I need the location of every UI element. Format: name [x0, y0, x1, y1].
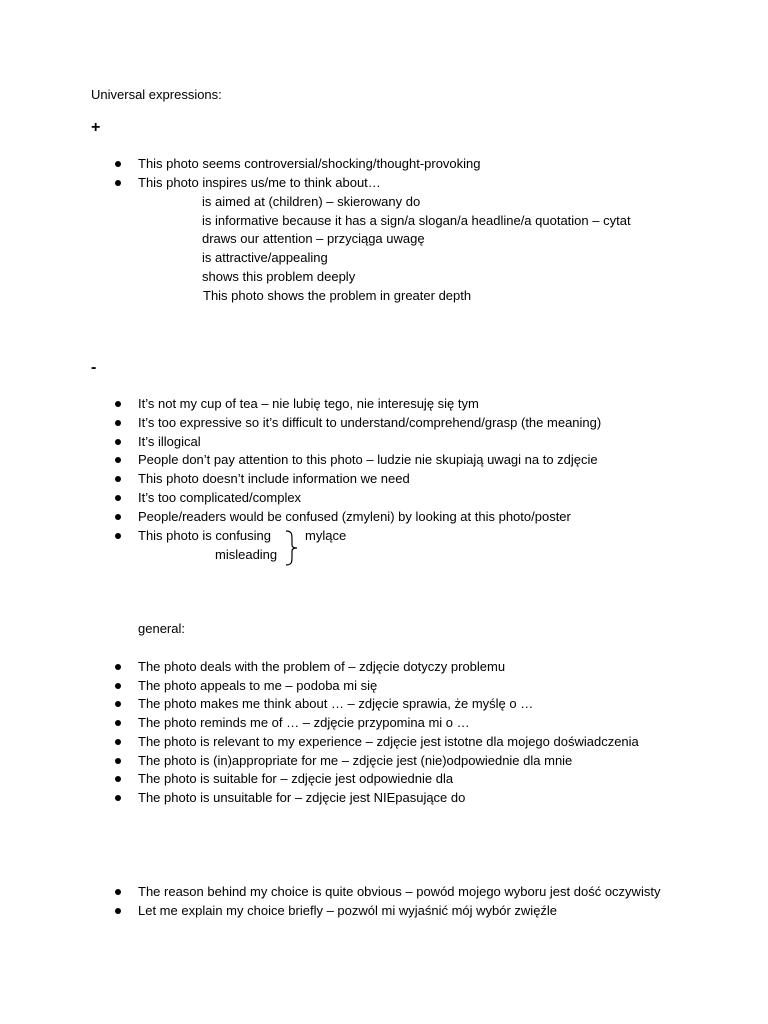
list-item: This photo is confusing [138, 528, 271, 543]
list-item: The photo is relevant to my experience – zdjęcie jest istotne dla mojego doświadczenia [138, 734, 639, 749]
list-item: People/readers would be confused (zmyleni) by looking at this photo/poster [138, 509, 571, 524]
continuation-line: This photo shows the problem in greater depth [203, 288, 472, 303]
heading: Universal expressions: [91, 87, 222, 102]
bullet-dot [115, 476, 121, 482]
continuation-line: is attractive/appealing [202, 250, 328, 265]
bullet-dot [115, 420, 121, 426]
bullet-dot [115, 795, 121, 801]
plus-symbol: + [91, 119, 101, 136]
bullet-dot [115, 776, 121, 782]
list-item: The reason behind my choice is quite obvious – powód mojego wyboru jest dość oczywisty [138, 884, 661, 899]
bullet-dot [115, 664, 121, 670]
list-item: It’s too expressive so it’s difficult to understand/comprehend/grasp (the meaning) [138, 415, 602, 430]
bullet-dot [115, 701, 121, 707]
list-item: It’s too complicated/complex [138, 490, 302, 505]
general-heading: general: [138, 621, 185, 636]
list-item: This photo seems controversial/shocking/thought-provoking [138, 156, 481, 171]
bullet-dot [115, 514, 121, 520]
continuation-line: draws our attention – przyciąga uwagę [202, 231, 425, 246]
bullet-dot [115, 401, 121, 407]
list-item: Let me explain my choice briefly – pozwól mi wyjaśnić mój wybór zwięźle [138, 903, 558, 918]
brace-note: mylące [305, 528, 347, 543]
bullet-dot [115, 533, 121, 539]
continuation-line: is aimed at (children) – skierowany do [202, 194, 421, 209]
bullet-dot [115, 495, 121, 501]
list-item: It’s illogical [138, 434, 201, 449]
bullet-dot [115, 908, 121, 914]
continuation-line: is informative because it has a sign/a slogan/a headline/a quotation – cytat [202, 213, 631, 228]
bullet-dot [115, 457, 121, 463]
list-item: The photo is unsuitable for – zdjęcie jest NIEpasujące do [138, 790, 466, 805]
bullet-dot [115, 739, 121, 745]
list-item: The photo is (in)appropriate for me – zdjęcie jest (nie)odpowiednie dla mnie [138, 753, 573, 768]
bullet-dot [115, 889, 121, 895]
bullet-dot [115, 161, 121, 167]
list-item: People don’t pay attention to this photo – ludzie nie skupiają uwagi na to zdjęcie [138, 452, 598, 467]
list-item: This photo doesn’t include information we need [138, 471, 410, 486]
minus-symbol: - [91, 359, 97, 376]
bullet-dot [115, 720, 121, 726]
continuation-line: shows this problem deeply [202, 269, 356, 284]
curly-brace-icon [284, 530, 298, 566]
bullet-dot [115, 180, 121, 186]
list-item: It’s not my cup of tea – nie lubię tego, nie interesuję się tym [138, 396, 479, 411]
list-item: The photo appeals to me – podoba mi się [138, 678, 378, 693]
list-item: The photo is suitable for – zdjęcie jest odpowiednie dla [138, 771, 454, 786]
list-item: The photo reminds me of … – zdjęcie przypomina mi o … [138, 715, 470, 730]
bullet-dot [115, 683, 121, 689]
list-item: This photo inspires us/me to think about… [138, 175, 381, 190]
bullet-dot [115, 439, 121, 445]
bullet-dot [115, 758, 121, 764]
continuation-line: misleading [215, 547, 278, 562]
list-item: The photo deals with the problem of – zdjęcie dotyczy problemu [138, 659, 506, 674]
list-item: The photo makes me think about … – zdjęcie sprawia, że myślę o … [138, 696, 534, 711]
